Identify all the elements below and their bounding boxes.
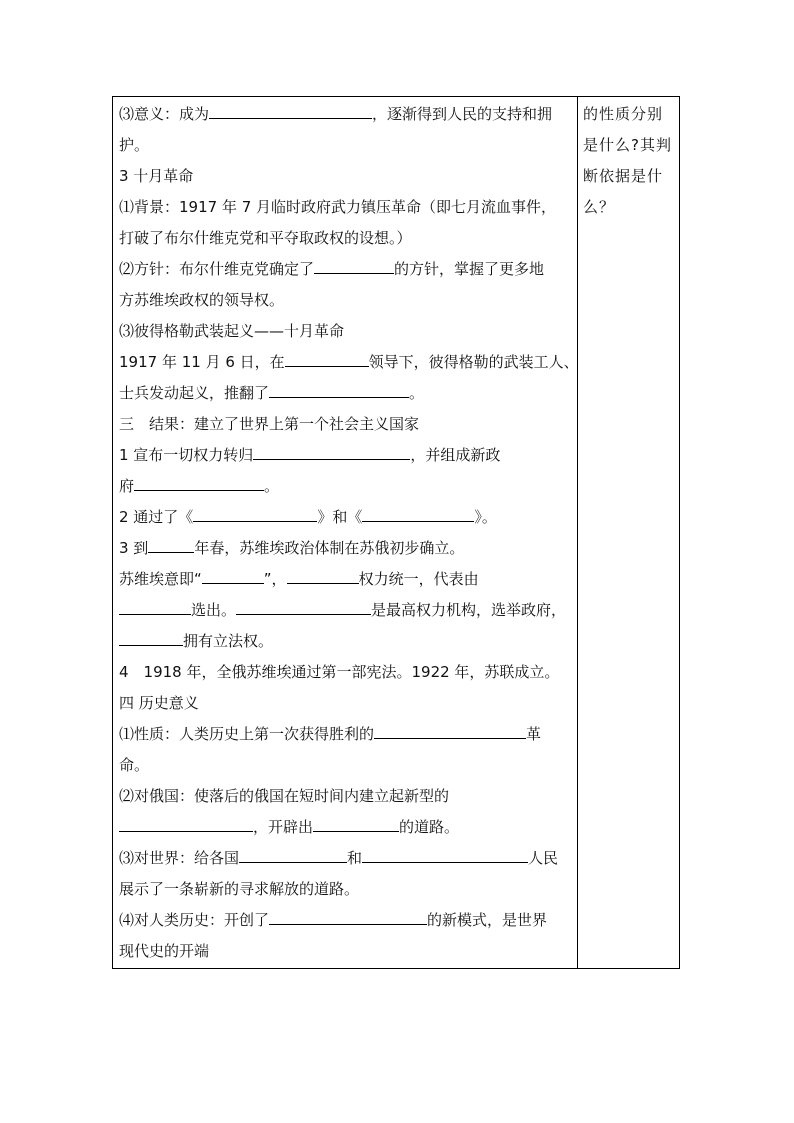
text-line: 展示了一条崭新的寻求解放的道路。 <box>119 880 360 898</box>
fill-blank[interactable] <box>119 632 183 646</box>
fill-blank[interactable] <box>236 601 371 615</box>
text: 的新模式，是世界 <box>427 911 548 929</box>
text: 的道路。 <box>399 818 460 836</box>
text: 是最高权力机构，选举政府， <box>371 601 567 619</box>
text-line: ⑶彼得格勒武装起义——十月革命 <box>119 322 345 340</box>
text: 3 到 <box>119 539 149 557</box>
text: 府 <box>119 477 135 495</box>
fill-blank[interactable] <box>269 911 427 925</box>
text: 1 宣布一切权力转归 <box>119 446 254 464</box>
question-text: 的性质分别 <box>583 105 664 123</box>
notes-column <box>119 99 579 967</box>
fill-blank[interactable] <box>119 601 191 615</box>
text: 选出。 <box>191 601 237 619</box>
text: ⑵方针：布尔什维克党确定了 <box>119 260 315 278</box>
text-line <box>119 533 571 564</box>
fill-blank[interactable] <box>134 477 264 491</box>
text-line <box>119 347 579 378</box>
fill-blank[interactable] <box>314 260 394 274</box>
question-text: 么？ <box>583 198 616 216</box>
fill-blank[interactable] <box>285 353 369 367</box>
text: 。 <box>409 384 425 402</box>
text: ⑴性质：人类历史上第一次获得胜利的 <box>119 725 375 743</box>
text-line <box>119 502 571 533</box>
text: 》和《 <box>317 508 363 526</box>
text: ，开辟出 <box>253 818 314 836</box>
fill-blank[interactable] <box>119 818 253 832</box>
fill-blank[interactable] <box>253 446 410 460</box>
worksheet-table <box>112 96 680 969</box>
text-line: 打破了布尔什维克党和平夺取政权的设想。） <box>119 229 412 247</box>
text-line <box>119 719 571 750</box>
fill-blank[interactable] <box>148 539 194 553</box>
text-line <box>119 440 571 471</box>
text: 年春，苏维埃政治体制在苏俄初步确立。 <box>194 539 465 557</box>
text: 领导下，彼得格勒的武装工人、 <box>368 353 579 371</box>
question-text: 是什么?其判 <box>583 136 672 154</box>
text: 》。 <box>474 508 497 526</box>
text: 权力统一，代表由 <box>358 570 479 588</box>
text-line <box>119 378 571 409</box>
text-line <box>119 471 571 502</box>
text: 士兵发动起义，推翻了 <box>119 384 270 402</box>
text-line: 护。 <box>119 136 150 154</box>
section-heading: 3 十月革命 <box>119 167 194 185</box>
text: ，并组成新政 <box>410 446 501 464</box>
fill-blank[interactable] <box>362 849 528 863</box>
fill-blank[interactable] <box>202 570 264 584</box>
fill-blank[interactable] <box>374 725 526 739</box>
text-line <box>119 812 571 843</box>
text: ”， <box>263 570 287 588</box>
text: 拥有立法权。 <box>183 632 274 650</box>
text-line: 方苏维埃政权的领导权。 <box>119 291 285 309</box>
question-column <box>583 99 675 223</box>
text: 的方针，掌握了更多地 <box>394 260 545 278</box>
text-line <box>119 595 571 626</box>
text-line: 现代史的开端 <box>119 942 210 960</box>
fill-blank[interactable] <box>287 570 359 584</box>
fill-blank[interactable] <box>269 384 409 398</box>
text: ⑷对人类历史：开创了 <box>119 911 270 929</box>
text: 苏维埃意即“ <box>119 570 202 588</box>
text-line: ⑴背景：1917 年 7 月临时政府武力镇压革命（即七月流血事件， <box>119 198 557 216</box>
fill-blank[interactable] <box>313 818 399 832</box>
text: ，逐渐得到人民的支持和拥 <box>372 105 553 123</box>
text-line <box>119 626 571 657</box>
text-line <box>119 99 571 130</box>
text: ⑶对世界：给各国 <box>119 849 240 867</box>
text: 和 <box>347 849 363 867</box>
text-line: 命。 <box>119 756 150 774</box>
fill-blank[interactable] <box>193 508 317 522</box>
text-line: ⑵对俄国：使落后的俄国在短时间内建立起新型的 <box>119 787 450 805</box>
text: 。 <box>264 477 280 495</box>
text: ⑶意义：成为 <box>119 105 210 123</box>
text: 1917 年 11 月 6 日，在 <box>119 353 285 371</box>
text: 人民 <box>528 849 559 867</box>
fill-blank[interactable] <box>239 849 347 863</box>
text-line <box>119 564 571 595</box>
column-divider <box>577 97 578 968</box>
text-line <box>119 843 571 874</box>
text-line <box>119 254 571 285</box>
fill-blank[interactable] <box>209 105 372 119</box>
question-text: 断依据是什 <box>583 167 664 185</box>
section-heading: 四 历史意义 <box>119 694 199 712</box>
text-line: 4 1918 年，全俄苏维埃通过第一部宪法。1922 年，苏联成立。 <box>119 663 560 681</box>
text-line <box>119 905 571 936</box>
text: 革 <box>526 725 542 743</box>
text: 2 通过了《 <box>119 508 194 526</box>
fill-blank[interactable] <box>362 508 474 522</box>
section-heading: 三 结果：建立了世界上第一个社会主义国家 <box>119 415 420 433</box>
